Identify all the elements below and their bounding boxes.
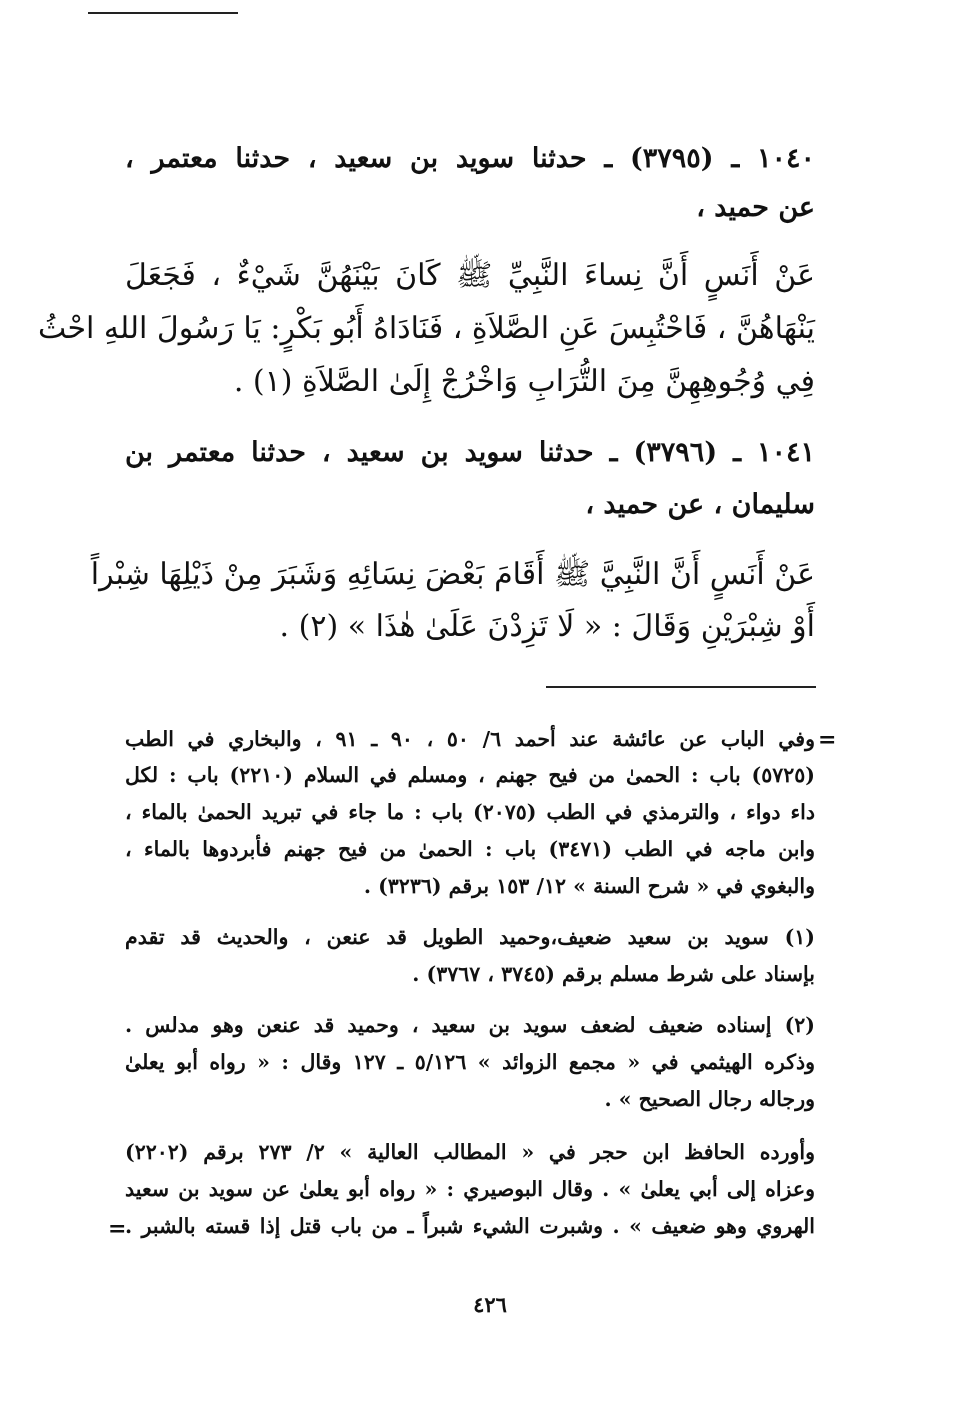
footnote-continued-line-2: (٥٧٢٥) باب : الحمىٰ من فيح جهنم ، ومسلم في السلام (٢٢١٠) باب : لكل <box>125 763 815 787</box>
page-number: ٤٢٦ <box>473 1292 507 1317</box>
hadith-1041-matn-line-1: عَنْ أَنَسٍ أَنَّ النَّبِيَّ ﷺ أَقَامَ بَعْضَ نِسَائِهِ وَشَبَرَ مِنْ ذَيْلِهَا شِبْراً <box>90 557 815 592</box>
footnote-2-line-1: (٢) إسناده ضعيف لضعف سويد بن سعيد ، وحميد قد عنعن وهو مدلس . <box>125 1013 815 1037</box>
footnote-2-line-3: ورجاله رجال الصحيح » . <box>604 1087 815 1111</box>
hadith-1041-isnad-line-1: ١٠٤١ ـ (٣٧٩٦) ـ حدثنا سويد بن سعيد ، حدثنا معتمر بن <box>125 437 815 468</box>
footnote-1-line-2: بإسناد على شرط مسلم برقم (٣٧٤٥ ، ٣٧٦٧) . <box>412 962 815 986</box>
footnote-1-line-1: (١) سويد بن سعيد ضعيف،وحميد الطويل قد عنعن ، والحديث قد تقدم <box>125 925 815 949</box>
hadith-1041-isnad-line-2: سليمان ، عن حميد ، <box>585 489 815 520</box>
footnote-continued-line-4: وابن ماجه في الطب (٣٤٧١) باب : الحمىٰ من فيح جهنم فأبردوها بالماء ، <box>125 837 815 861</box>
hadith-1040-matn-line-3: فِي وُجُوهِهِنَّ مِنَ التُّرَابِ وَاخْرُجْ إِلَىٰ الصَّلاَةِ (١) . <box>233 364 815 399</box>
footnote-2-cont-line-1: وأورده الحافظ ابن حجر في « المطالب العالية » ٢/ ٢٧٣ برقم (٢٢٠٢) <box>125 1140 815 1164</box>
continuation-mark-start: = <box>818 727 837 753</box>
footnote-continued-line-3: داء دواء ، والترمذي في الطب (٢٠٧٥) باب : ما جاء في تبريد الحمىٰ بالماء ، <box>125 800 815 824</box>
footnote-continued-line-5: والبغوي في « شرح السنة » ١٢/ ١٥٣ برقم (٣٢٣٦) . <box>363 874 815 898</box>
hadith-1040-matn-line-1: عَنْ أَنَسٍ أَنَّ نِساءَ النَّبِيِّ ﷺ كَانَ بَيْنَهُنَّ شَيْءٌ ، فَجَعَلَ <box>125 258 815 293</box>
footnote-2-cont-line-3: الهروي وهو ضعيف » . وشبرت الشيء شبراً ـ من باب قتل إذا قسته بالشبر . <box>125 1214 815 1238</box>
hadith-1041-matn-line-2: أَوْ شِبْرَيْنِ وَقَالَ : « لَا تَزِدْنَ عَلَىٰ هٰذَا » (٢) . <box>279 609 815 644</box>
footnote-2-line-2: وذكره الهيثمي في « مجمع الزوائد » ٥/١٢٦ ـ ١٢٧ وقال : « رواه أبو يعلىٰ <box>125 1050 815 1074</box>
hadith-1040-isnad-line-2: عن حميد ، <box>696 192 815 223</box>
hadith-1040-matn-line-2: يَنْهَاهُنَّ ، فَاحْتُبِسَ عَنِ الصَّلاَةِ ، فَنَادَاهُ أَبُو بَكْرٍ: يَا رَسُولَ اللهِ احْثُ <box>38 311 815 346</box>
footnote-continued-line-1: وفي الباب عن عائشة عند أحمد ٦/ ٥٠ ، ٩٠ ـ ٩١ ، والبخاري في الطب <box>125 727 815 751</box>
footnote-2-cont-line-2: وعزاه إلى أبي يعلىٰ » . وقال البوصيري : « رواه أبو يعلىٰ عن سويد بن سعيد <box>125 1177 815 1201</box>
hadith-1040-isnad-line-1: ١٠٤٠ ـ (٣٧٩٥) ـ حدثنا سويد بن سعيد ، حدثنا معتمر ، <box>125 143 815 174</box>
continuation-mark-end: = <box>108 1216 127 1242</box>
footnote-separator <box>546 686 816 688</box>
